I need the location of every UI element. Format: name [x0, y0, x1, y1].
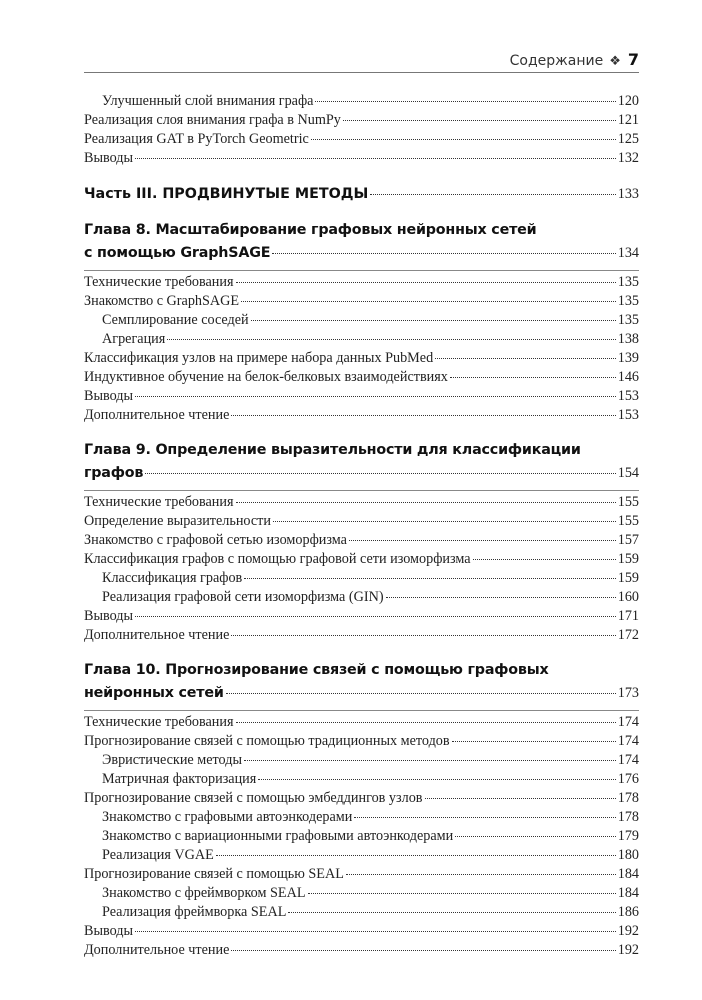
chapter-heading[interactable]	[84, 219, 639, 265]
chapter-title-line2: с помощью GraphSAGE	[84, 245, 271, 261]
part-heading[interactable]	[84, 183, 639, 206]
toc-entry-page: 121	[617, 112, 639, 128]
chapter-title-line2: нейронных сетей	[84, 685, 224, 701]
dot-leader	[272, 253, 615, 254]
chapter-entries	[84, 713, 639, 960]
toc-entry[interactable]	[84, 512, 639, 531]
dot-leader	[315, 101, 615, 102]
toc-entry[interactable]	[84, 292, 639, 311]
chapter-title-row	[84, 682, 639, 705]
toc-entry[interactable]	[84, 149, 639, 168]
toc-entry[interactable]	[84, 531, 639, 550]
toc-entry-title: Определение выразительности	[84, 513, 271, 529]
toc-entry-title: Реализация слоя внимания графа в NumPy	[84, 112, 341, 128]
toc-entry[interactable]	[84, 846, 639, 865]
toc-entry-page: 153	[617, 388, 639, 404]
running-header	[84, 50, 639, 72]
toc-entry-title: Улучшенный слой внимания графа	[102, 93, 314, 109]
toc-entry-page: 174	[617, 714, 639, 730]
toc-entry-page: 174	[617, 752, 639, 768]
dot-leader	[273, 521, 616, 522]
header-text	[510, 50, 639, 69]
chapter-heading[interactable]	[84, 439, 639, 485]
chapter-title-line2: графов	[84, 465, 144, 481]
dot-leader	[435, 358, 616, 359]
toc-entry-page: 155	[617, 513, 639, 529]
toc-entry-title: Прогнозирование связей с помощью эмбеддингов узлов	[84, 790, 423, 806]
toc-entry-page: 171	[617, 608, 639, 624]
toc-entry-title: Технические требования	[84, 494, 234, 510]
toc-entry[interactable]	[84, 607, 639, 626]
toc-entry-title: Реализация GAT в PyTorch Geometric	[84, 131, 309, 147]
toc-entry[interactable]	[84, 311, 639, 330]
toc-entry-page: 179	[617, 828, 639, 844]
toc-entry[interactable]	[84, 273, 639, 292]
toc-entry-title: Технические требования	[84, 274, 234, 290]
toc-entry-page: 176	[617, 771, 639, 787]
toc-entry[interactable]	[84, 368, 639, 387]
part-page: 133	[617, 186, 639, 202]
toc-entry-title: Классификация графов	[102, 570, 243, 586]
dot-leader	[135, 396, 616, 397]
toc-entry-page: 159	[617, 570, 639, 586]
dot-leader	[244, 760, 616, 761]
dot-leader	[346, 874, 616, 875]
dot-leader	[425, 798, 616, 799]
toc-entry-title: Знакомство с графовыми автоэнкодерами	[102, 809, 353, 825]
chapter-title-line1: Глава 9. Определение выразительности для классификации	[84, 442, 581, 458]
toc-entry-page: 192	[617, 923, 639, 939]
dot-leader	[354, 817, 615, 818]
dot-leader	[216, 855, 616, 856]
toc-entry-title: Выводы	[84, 923, 134, 939]
toc-entry-page: 186	[617, 904, 639, 920]
toc-entry-title: Знакомство с фреймворком SEAL	[102, 885, 306, 901]
toc-entry-page: 146	[617, 369, 639, 385]
toc-entry[interactable]	[84, 941, 639, 960]
toc-entry[interactable]	[84, 770, 639, 789]
dot-leader	[145, 473, 616, 474]
toc-entry[interactable]	[84, 588, 639, 607]
dot-leader	[455, 836, 615, 837]
toc-entry-title: Реализация графовой сети изоморфизма (GIN)	[102, 589, 384, 605]
dot-leader	[236, 502, 616, 503]
chapter-heading[interactable]	[84, 659, 639, 705]
toc-entry[interactable]	[84, 922, 639, 941]
chapter-title-row	[84, 242, 639, 265]
part-title: Часть III. ПРОДВИНУТЫЕ МЕТОДЫ	[84, 186, 369, 202]
toc-entry[interactable]	[84, 808, 639, 827]
chapter-page: 154	[617, 465, 639, 481]
dot-leader	[258, 779, 615, 780]
dot-leader	[308, 893, 616, 894]
toc-entry-title: Эвристические методы	[102, 752, 242, 768]
toc-entry[interactable]	[84, 903, 639, 922]
toc-entry-page: 135	[617, 293, 639, 309]
chapter-title-row	[84, 462, 639, 485]
dot-leader	[311, 139, 616, 140]
header-title: Содержание	[509, 53, 604, 69]
toc-entry-title: Прогнозирование связей с помощью традиционных методов	[84, 733, 450, 749]
dot-leader	[231, 950, 615, 951]
toc-entry[interactable]	[84, 626, 639, 645]
dot-leader	[241, 301, 616, 302]
toc-entry[interactable]	[84, 569, 639, 588]
toc-entry-title: Выводы	[84, 150, 134, 166]
header-divider	[84, 72, 639, 73]
chapter-title-line1: Глава 8. Масштабирование графовых нейронных сетей	[84, 222, 537, 238]
toc-entry[interactable]	[84, 751, 639, 770]
toc-entry-page: 132	[617, 150, 639, 166]
dot-leader	[135, 616, 616, 617]
toc-entry[interactable]	[84, 111, 639, 130]
chapter-divider	[84, 270, 639, 271]
dot-leader	[370, 194, 615, 195]
dot-leader	[473, 559, 616, 560]
toc-entry[interactable]	[84, 732, 639, 751]
toc-entry-title: Выводы	[84, 388, 134, 404]
toc-entry[interactable]	[84, 789, 639, 808]
dot-leader	[343, 120, 616, 121]
chapter-page: 134	[617, 245, 639, 261]
section-top-entries	[84, 92, 639, 168]
toc-entry-page: 139	[617, 350, 639, 366]
dot-leader	[135, 931, 616, 932]
dot-leader	[452, 741, 616, 742]
chapter-entries	[84, 493, 639, 645]
dot-leader	[450, 377, 616, 378]
chapter-page: 173	[617, 685, 639, 701]
page-number: 7	[627, 50, 639, 69]
toc-entry[interactable]	[84, 330, 639, 349]
dot-leader	[231, 635, 615, 636]
toc-entry[interactable]	[84, 92, 639, 111]
toc-entry-page: 159	[617, 551, 639, 567]
toc-entry-title: Дополнительное чтение	[84, 942, 230, 958]
toc-entry-title: Прогнозирование связей с помощью SEAL	[84, 866, 344, 882]
toc-entry-page: 184	[617, 866, 639, 882]
dot-leader	[167, 339, 615, 340]
toc-entry[interactable]	[84, 349, 639, 368]
toc-entry-page: 155	[617, 494, 639, 510]
toc-entry-page: 120	[617, 93, 639, 109]
dot-leader	[349, 540, 616, 541]
toc-entry-page: 125	[617, 131, 639, 147]
toc-entry-page: 184	[617, 885, 639, 901]
toc-entry-title: Реализация фреймворка SEAL	[102, 904, 287, 920]
dot-leader	[226, 693, 616, 694]
chapter-divider	[84, 710, 639, 711]
toc-entry-page: 135	[617, 274, 639, 290]
toc-entry-page: 178	[617, 809, 639, 825]
toc-entry-title: Матричная факторизация	[102, 771, 257, 787]
toc-entry[interactable]	[84, 493, 639, 512]
toc-entry-page: 160	[617, 589, 639, 605]
toc-entry-page: 192	[617, 942, 639, 958]
dot-leader	[386, 597, 616, 598]
dot-leader	[135, 158, 616, 159]
toc-entry-page: 172	[617, 627, 639, 643]
ornament-icon: ❖	[609, 54, 621, 69]
chapter-entries	[84, 273, 639, 425]
table-of-contents	[84, 92, 639, 960]
toc-entry-title: Технические требования	[84, 714, 234, 730]
toc-entry-page: 178	[617, 790, 639, 806]
toc-entry[interactable]	[84, 550, 639, 569]
toc-entry[interactable]	[84, 387, 639, 406]
toc-entry-page: 157	[617, 532, 639, 548]
toc-entry-title: Знакомство с вариационными графовыми автоэнкодерами	[102, 828, 454, 844]
toc-entry[interactable]	[84, 865, 639, 884]
toc-entry-title: Классификация графов с помощью графовой сети изоморфизма	[84, 551, 471, 567]
dot-leader	[231, 415, 615, 416]
chapter-divider	[84, 490, 639, 491]
chapter-title-line1: Глава 10. Прогнозирование связей с помощью графовых	[84, 662, 549, 678]
toc-entry[interactable]	[84, 884, 639, 903]
toc-entry-title: Выводы	[84, 608, 134, 624]
dot-leader	[244, 578, 615, 579]
toc-entry[interactable]	[84, 713, 639, 732]
dot-leader	[288, 912, 615, 913]
toc-entry[interactable]	[84, 827, 639, 846]
toc-entry-title: Семплирование соседей	[102, 312, 249, 328]
toc-entry-title: Дополнительное чтение	[84, 407, 230, 423]
dot-leader	[236, 722, 616, 723]
toc-entry-page: 180	[617, 847, 639, 863]
dot-leader	[236, 282, 616, 283]
toc-entry-title: Знакомство с графовой сетью изоморфизма	[84, 532, 347, 548]
toc-entry-title: Агрегация	[102, 331, 166, 347]
toc-entry-title: Дополнительное чтение	[84, 627, 230, 643]
toc-entry[interactable]	[84, 130, 639, 149]
toc-entry-page: 174	[617, 733, 639, 749]
toc-entry-title: Знакомство с GraphSAGE	[84, 293, 240, 309]
toc-entry-title: Реализация VGAE	[102, 847, 214, 863]
toc-entry-title: Классификация узлов на примере набора данных PubMed	[84, 350, 434, 366]
toc-entry[interactable]	[84, 406, 639, 425]
toc-entry-page: 135	[617, 312, 639, 328]
toc-entry-page: 138	[617, 331, 639, 347]
toc-entry-title: Индуктивное обучение на белок-белковых взаимодействиях	[84, 369, 448, 385]
dot-leader	[251, 320, 616, 321]
toc-entry-page: 153	[617, 407, 639, 423]
